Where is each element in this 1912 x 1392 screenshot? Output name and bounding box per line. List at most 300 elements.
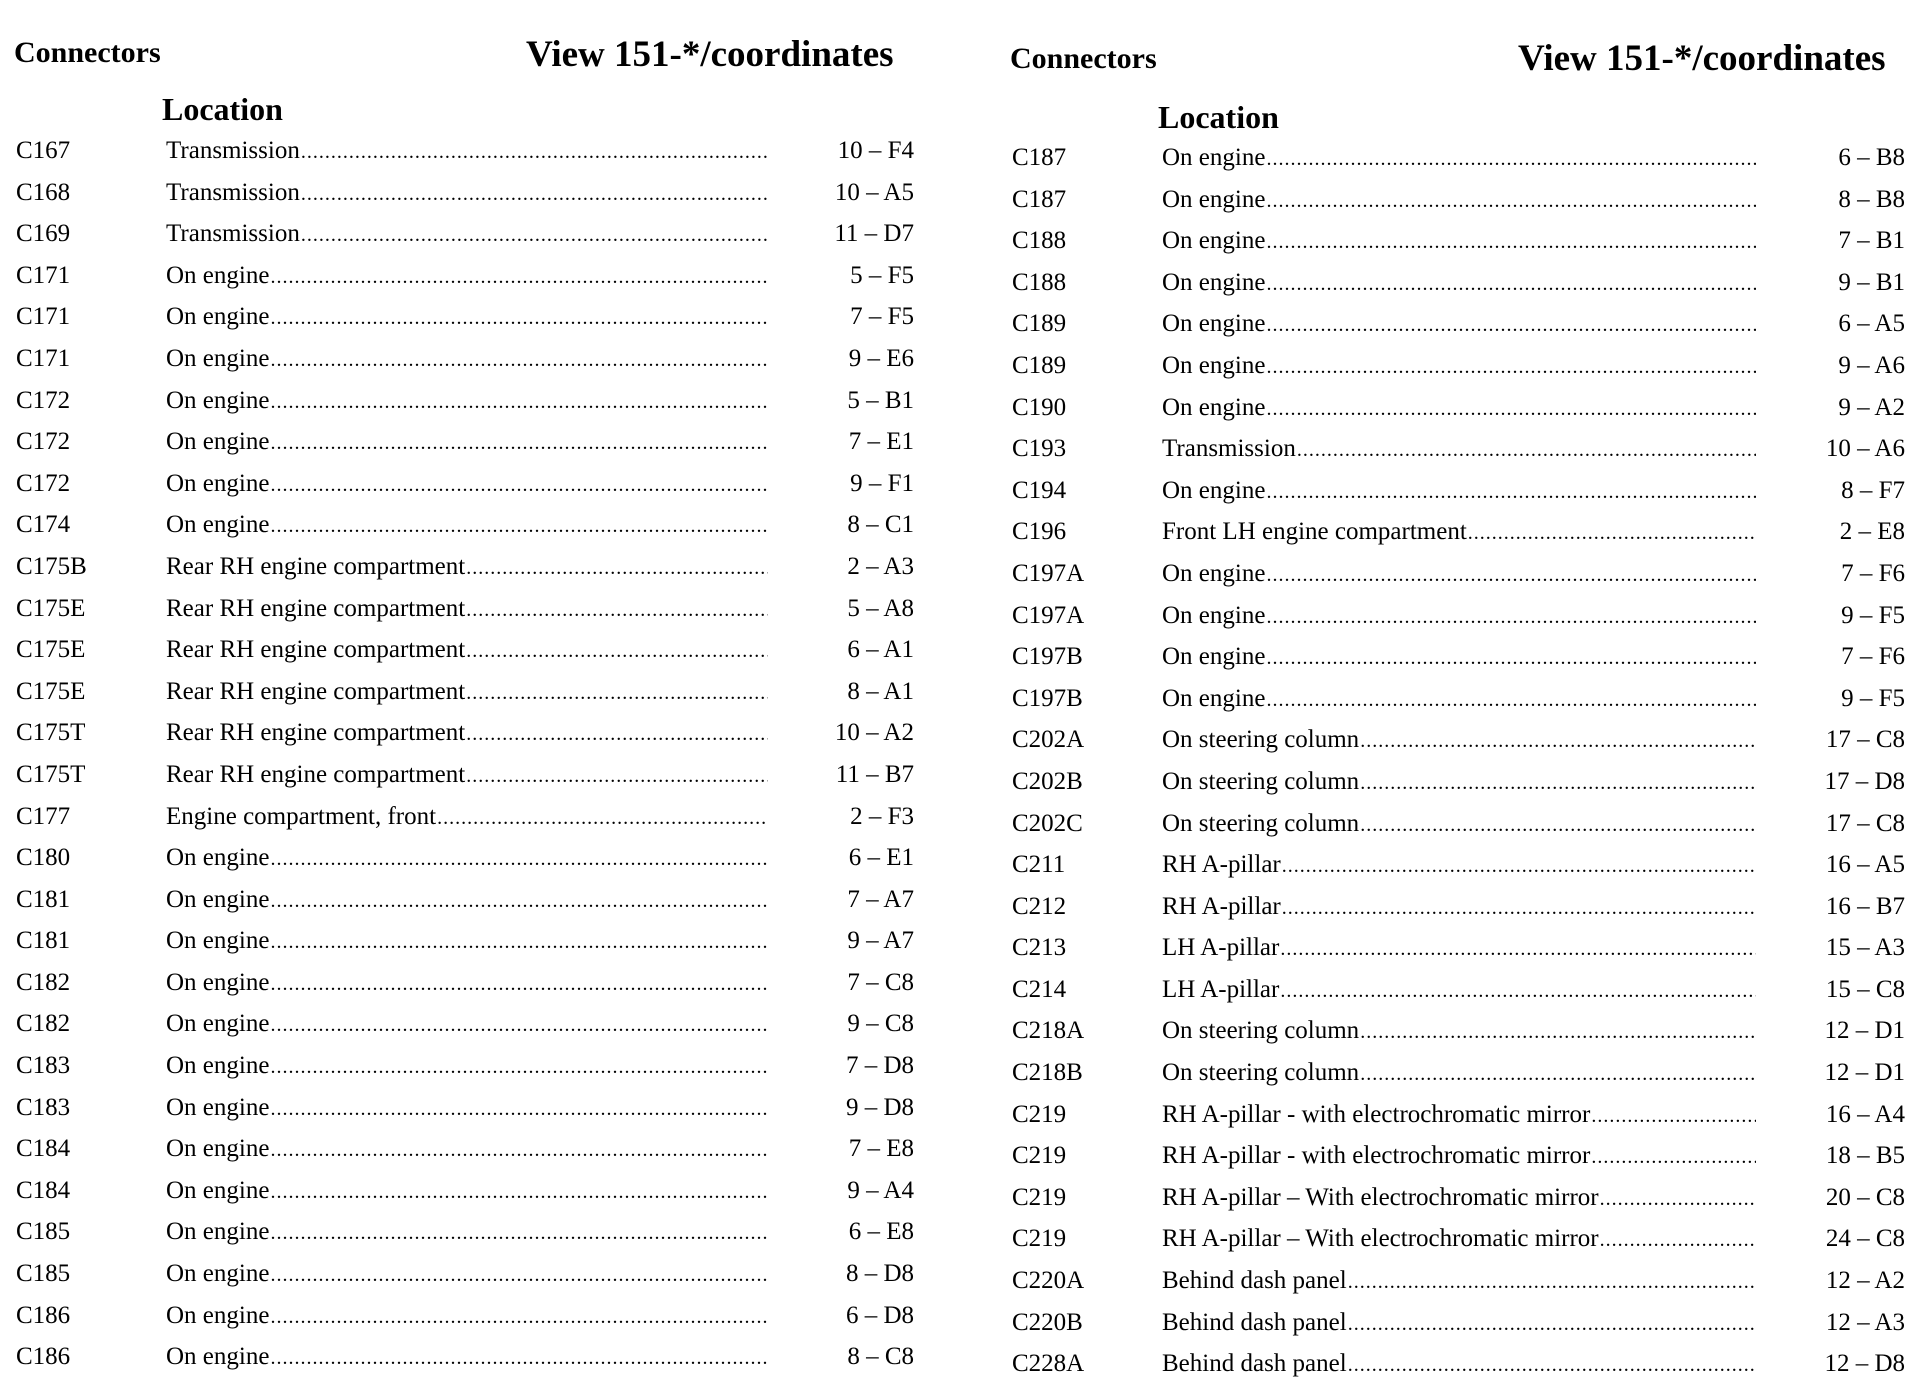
location-text: On steering column xyxy=(1162,1059,1360,1087)
connector-id: C218A xyxy=(1012,1017,1085,1045)
view-coordinate: 9 – F5 xyxy=(1841,601,1905,629)
location-text: On engine xyxy=(1162,268,1266,296)
connector-id: C213 xyxy=(1012,934,1067,962)
location-text: Transmission xyxy=(166,220,300,248)
dot-leader xyxy=(270,257,768,299)
table-row xyxy=(14,1170,914,1212)
location-text: Rear RH engine compartment xyxy=(166,760,466,788)
dot-leader xyxy=(270,423,768,465)
table-row xyxy=(14,380,914,422)
connector-id: C184 xyxy=(16,1176,71,1204)
location-text: On engine xyxy=(166,1052,270,1080)
view-coordinate: 12 – D1 xyxy=(1824,1017,1905,1045)
view-coordinate: 17 – D8 xyxy=(1824,767,1905,795)
right-column xyxy=(1010,0,1905,1392)
location-cell xyxy=(1162,345,1756,389)
location-cell xyxy=(1162,844,1756,888)
view-coordinate: 9 – F5 xyxy=(1841,684,1905,712)
dot-leader xyxy=(1360,1054,1756,1096)
table-row xyxy=(14,130,914,172)
table-row xyxy=(1010,387,1905,429)
location-text: LH A-pillar xyxy=(1162,934,1280,962)
connector-list xyxy=(14,130,914,1378)
dot-leader xyxy=(301,132,768,174)
view-coordinates-heading: View 151-*/coordinates xyxy=(1518,38,1886,79)
connector-id: C202A xyxy=(1012,726,1085,754)
connector-id: C167 xyxy=(16,137,71,164)
connector-id: C212 xyxy=(1012,892,1067,920)
connector-id: C174 xyxy=(16,511,71,539)
table-row xyxy=(1010,636,1905,678)
dot-leader xyxy=(1348,1304,1756,1346)
connector-id: C197B xyxy=(1012,684,1083,712)
location-cell xyxy=(166,920,768,964)
dot-leader xyxy=(270,298,768,340)
dot-leader xyxy=(270,1255,768,1297)
location-text: RH A-pillar xyxy=(1162,892,1281,920)
connector-id: C220B xyxy=(1012,1308,1083,1336)
location-text: On steering column xyxy=(1162,726,1360,754)
table-row xyxy=(14,546,914,588)
dot-leader xyxy=(1266,597,1756,639)
location-text: Behind dash panel xyxy=(1162,1350,1347,1378)
dot-leader xyxy=(301,174,768,216)
dot-leader xyxy=(1266,555,1756,597)
table-row xyxy=(1010,1010,1905,1052)
view-coordinate: 7 – E8 xyxy=(848,1135,914,1163)
table-row xyxy=(1010,844,1905,886)
location-cell xyxy=(1162,719,1756,763)
location-text: On engine xyxy=(166,1010,270,1038)
table-row xyxy=(14,671,914,713)
view-coordinate: 12 – A3 xyxy=(1825,1308,1905,1336)
view-coordinate: 6 – A5 xyxy=(1838,310,1905,338)
connector-id: C186 xyxy=(16,1301,71,1329)
connector-list xyxy=(1010,137,1905,1385)
table-row xyxy=(14,712,914,754)
location-text: On engine xyxy=(1162,476,1266,504)
view-coordinate: 6 – E8 xyxy=(848,1218,914,1246)
dot-leader xyxy=(1266,638,1756,680)
dot-leader xyxy=(1266,181,1756,223)
location-text: RH A-pillar - with electrochromatic mirror xyxy=(1162,1100,1591,1128)
dot-leader xyxy=(1591,1137,1756,1179)
connectors-heading: Connectors xyxy=(1010,42,1157,75)
dot-leader xyxy=(1280,929,1756,971)
table-row xyxy=(1010,1094,1905,1136)
view-coordinate: 2 – E8 xyxy=(1839,518,1905,546)
location-text: Front LH engine compartment xyxy=(1162,518,1467,546)
connector-id: C188 xyxy=(1012,227,1067,255)
location-cell xyxy=(166,213,768,257)
location-text: On engine xyxy=(166,511,270,539)
view-coordinate: 6 – B8 xyxy=(1838,144,1905,171)
location-text: On engine xyxy=(166,1260,270,1288)
view-coordinate: 9 – A6 xyxy=(1838,351,1905,379)
table-row xyxy=(14,172,914,214)
connector-id: C197B xyxy=(1012,643,1083,671)
dot-leader xyxy=(1266,139,1756,181)
view-coordinate: 8 – C8 xyxy=(847,1343,914,1371)
connectors-heading: Connectors xyxy=(14,36,161,69)
table-row xyxy=(1010,1052,1905,1094)
location-text: On engine xyxy=(1162,310,1266,338)
connector-id: C202B xyxy=(1012,767,1083,795)
table-row xyxy=(1010,511,1905,553)
dot-leader xyxy=(270,1130,768,1172)
location-cell xyxy=(1162,803,1756,847)
connector-id: C219 xyxy=(1012,1225,1067,1253)
location-cell xyxy=(1162,927,1756,971)
table-row xyxy=(1010,1260,1905,1302)
view-coordinate: 7 – E1 xyxy=(848,428,914,456)
connector-id: C219 xyxy=(1012,1142,1067,1170)
location-cell xyxy=(166,1336,768,1380)
dot-leader xyxy=(270,1338,768,1380)
location-text: On engine xyxy=(166,303,270,331)
dot-leader xyxy=(270,1047,768,1089)
dot-leader xyxy=(1266,264,1756,306)
location-text: On engine xyxy=(1162,559,1266,587)
view-coordinates-heading: View 151-*/coordinates xyxy=(526,34,894,75)
view-coordinate: 7 – F6 xyxy=(1841,559,1905,587)
connector-id: C218B xyxy=(1012,1059,1083,1087)
location-text: On engine xyxy=(166,428,270,456)
location-text: On engine xyxy=(166,469,270,497)
location-cell xyxy=(166,130,768,174)
connector-id: C189 xyxy=(1012,351,1067,379)
connector-id: C214 xyxy=(1012,975,1067,1003)
connector-id: C194 xyxy=(1012,476,1067,504)
connector-id: C182 xyxy=(16,1010,71,1038)
table-row xyxy=(14,1003,914,1045)
view-coordinate: 9 – B1 xyxy=(1838,268,1905,296)
view-coordinate: 9 – A4 xyxy=(847,1176,914,1204)
table-row xyxy=(14,1128,914,1170)
dot-leader xyxy=(466,756,768,798)
location-text: Rear RH engine compartment xyxy=(166,636,466,664)
table-row xyxy=(14,338,914,380)
location-text: On engine xyxy=(1162,601,1266,629)
view-coordinate: 6 – A1 xyxy=(847,636,914,664)
dot-leader xyxy=(301,215,768,257)
connector-id: C185 xyxy=(16,1218,71,1246)
connector-id: C197A xyxy=(1012,559,1085,587)
view-coordinate: 8 – A1 xyxy=(847,677,914,705)
dot-leader xyxy=(1468,513,1756,555)
location-text: On steering column xyxy=(1162,767,1360,795)
view-coordinate: 8 – D8 xyxy=(845,1260,914,1288)
location-text: On engine xyxy=(1162,144,1266,171)
table-row xyxy=(14,879,914,921)
location-cell xyxy=(166,1253,768,1297)
location-cell xyxy=(166,463,768,507)
dot-leader xyxy=(1282,888,1756,930)
dot-leader xyxy=(270,465,768,507)
dot-leader xyxy=(270,1172,768,1214)
dot-leader xyxy=(1266,389,1756,431)
dot-leader xyxy=(1360,721,1756,763)
location-heading: Location xyxy=(1158,99,1279,135)
table-row xyxy=(14,754,914,796)
connector-id: C183 xyxy=(16,1052,71,1080)
connector-id: C169 xyxy=(16,220,71,248)
location-cell xyxy=(166,1087,768,1131)
location-cell xyxy=(1162,1260,1756,1304)
view-coordinate: 12 – D8 xyxy=(1824,1350,1905,1378)
dot-leader xyxy=(1266,305,1756,347)
location-text: On engine xyxy=(166,1218,270,1246)
left-column xyxy=(14,0,914,1392)
location-cell xyxy=(1162,387,1756,431)
location-text: On engine xyxy=(1162,684,1266,712)
connector-id: C175T xyxy=(16,760,86,788)
connector-id: C219 xyxy=(1012,1100,1067,1128)
dot-leader xyxy=(466,673,768,715)
location-text: On engine xyxy=(166,1135,270,1163)
location-text: On engine xyxy=(166,1093,270,1121)
table-row xyxy=(1010,969,1905,1011)
table-row xyxy=(14,296,914,338)
connector-id: C183 xyxy=(16,1093,71,1121)
dot-leader xyxy=(1360,1012,1756,1054)
location-cell xyxy=(166,504,768,548)
table-row xyxy=(1010,803,1905,845)
connector-id: C175E xyxy=(16,594,86,622)
location-cell xyxy=(166,380,768,424)
connector-id: C219 xyxy=(1012,1183,1067,1211)
dot-leader xyxy=(1600,1220,1756,1262)
connector-id: C184 xyxy=(16,1135,71,1163)
view-coordinate: 5 – A8 xyxy=(847,594,914,622)
dot-leader xyxy=(1297,430,1756,472)
dot-leader xyxy=(1282,846,1756,888)
location-cell xyxy=(1162,303,1756,347)
connector-id: C185 xyxy=(16,1260,71,1288)
table-row xyxy=(14,629,914,671)
location-text: Transmission xyxy=(166,137,300,164)
dot-leader xyxy=(270,964,768,1006)
view-coordinate: 10 – A6 xyxy=(1825,435,1905,463)
location-cell xyxy=(166,1128,768,1172)
dot-leader xyxy=(466,548,768,590)
dot-leader xyxy=(270,922,768,964)
location-text: On engine xyxy=(1162,185,1266,213)
connector-id: C187 xyxy=(1012,185,1067,213)
dot-leader xyxy=(466,631,768,673)
location-text: On engine xyxy=(166,261,270,289)
location-text: RH A-pillar xyxy=(1162,851,1281,879)
location-text: On engine xyxy=(166,386,270,414)
connector-id: C181 xyxy=(16,885,71,913)
location-cell xyxy=(1162,969,1756,1013)
location-cell xyxy=(1162,1218,1756,1262)
table-row xyxy=(14,504,914,546)
connector-id: C171 xyxy=(16,261,71,289)
location-text: Rear RH engine compartment xyxy=(166,552,466,580)
location-text: On engine xyxy=(166,344,270,372)
dot-leader xyxy=(1591,1096,1756,1138)
dot-leader xyxy=(270,506,768,548)
connector-id: C197A xyxy=(1012,601,1085,629)
view-coordinate: 5 – B1 xyxy=(847,386,914,414)
location-text: On engine xyxy=(1162,393,1266,421)
location-cell xyxy=(1162,886,1756,930)
table-row xyxy=(1010,886,1905,928)
connector-id: C181 xyxy=(16,927,71,955)
location-cell xyxy=(166,172,768,216)
location-text: Behind dash panel xyxy=(1162,1308,1347,1336)
location-text: On engine xyxy=(1162,643,1266,671)
table-row xyxy=(1010,1135,1905,1177)
dot-leader xyxy=(1266,680,1756,722)
location-cell xyxy=(166,879,768,923)
table-row xyxy=(1010,761,1905,803)
connector-id: C171 xyxy=(16,344,71,372)
connector-id: C172 xyxy=(16,469,71,497)
table-row xyxy=(14,962,914,1004)
location-cell xyxy=(1162,470,1756,514)
table-row xyxy=(14,796,914,838)
location-cell xyxy=(166,962,768,1006)
connector-id: C188 xyxy=(1012,268,1067,296)
view-coordinate: 7 – B1 xyxy=(1838,227,1905,255)
location-text: RH A-pillar – With electrochromatic mirror xyxy=(1162,1183,1599,1211)
location-cell xyxy=(1162,1302,1756,1346)
connector-id: C171 xyxy=(16,303,71,331)
location-text: RH A-pillar - with electrochromatic mirror xyxy=(1162,1142,1591,1170)
location-text: On engine xyxy=(166,927,270,955)
table-row xyxy=(1010,595,1905,637)
location-cell xyxy=(1162,137,1756,181)
table-row xyxy=(1010,428,1905,470)
table-row xyxy=(14,1295,914,1337)
dot-leader xyxy=(437,798,768,840)
location-cell xyxy=(1162,1343,1756,1387)
connector-id: C175E xyxy=(16,677,86,705)
table-row xyxy=(14,213,914,255)
location-text: On engine xyxy=(166,844,270,872)
location-cell xyxy=(1162,1094,1756,1138)
view-coordinate: 10 – F4 xyxy=(837,137,914,164)
location-cell xyxy=(166,588,768,632)
view-coordinate: 7 – D8 xyxy=(845,1052,914,1080)
location-cell xyxy=(166,296,768,340)
location-cell xyxy=(166,629,768,673)
view-coordinate: 10 – A5 xyxy=(834,178,914,206)
location-cell xyxy=(1162,761,1756,805)
location-text: RH A-pillar – With electrochromatic mirror xyxy=(1162,1225,1599,1253)
location-cell xyxy=(1162,220,1756,264)
connector-id: C220A xyxy=(1012,1267,1085,1295)
location-cell xyxy=(1162,179,1756,223)
view-coordinate: 7 – C8 xyxy=(847,968,914,996)
dot-leader xyxy=(1266,472,1756,514)
location-text: On engine xyxy=(166,968,270,996)
view-coordinate: 11 – B7 xyxy=(835,760,914,788)
dot-leader xyxy=(270,1213,768,1255)
dot-leader xyxy=(1360,805,1756,847)
table-row xyxy=(1010,220,1905,262)
location-cell xyxy=(166,1295,768,1339)
location-text: On engine xyxy=(166,885,270,913)
location-text: On steering column xyxy=(1162,1017,1360,1045)
connector-id: C182 xyxy=(16,968,71,996)
connector-id: C177 xyxy=(16,802,71,830)
dot-leader xyxy=(270,1089,768,1131)
location-text: Rear RH engine compartment xyxy=(166,719,466,747)
table-row xyxy=(1010,719,1905,761)
location-cell xyxy=(1162,1177,1756,1221)
location-cell xyxy=(166,1045,768,1089)
table-row xyxy=(1010,179,1905,221)
view-coordinate: 2 – F3 xyxy=(850,802,914,830)
dot-leader xyxy=(270,382,768,424)
view-coordinate: 6 – E1 xyxy=(848,844,914,872)
view-coordinate: 16 – B7 xyxy=(1825,892,1905,920)
view-coordinate: 16 – A5 xyxy=(1825,851,1905,879)
view-coordinate: 8 – C1 xyxy=(847,511,914,539)
view-coordinate: 20 – C8 xyxy=(1825,1183,1905,1211)
table-row xyxy=(14,255,914,297)
connector-id: C168 xyxy=(16,178,71,206)
dot-leader xyxy=(1600,1179,1756,1221)
location-cell xyxy=(166,837,768,881)
connector-id: C190 xyxy=(1012,393,1067,421)
location-text: Rear RH engine compartment xyxy=(166,594,466,622)
view-coordinate: 8 – F7 xyxy=(1841,476,1905,504)
dot-leader xyxy=(1266,347,1756,389)
table-row xyxy=(1010,470,1905,512)
view-coordinate: 15 – A3 xyxy=(1825,934,1905,962)
table-row xyxy=(14,1336,914,1378)
dot-leader xyxy=(1348,1262,1756,1304)
dot-leader xyxy=(466,714,768,756)
location-text: Engine compartment, front xyxy=(166,802,437,830)
view-coordinate: 7 – F6 xyxy=(1841,643,1905,671)
table-row xyxy=(14,463,914,505)
view-coordinate: 6 – D8 xyxy=(845,1301,914,1329)
table-row xyxy=(1010,1302,1905,1344)
table-row xyxy=(1010,1343,1905,1385)
location-cell xyxy=(1162,262,1756,306)
view-coordinate: 7 – A7 xyxy=(847,885,914,913)
location-cell xyxy=(166,754,768,798)
location-heading: Location xyxy=(162,91,283,127)
location-cell xyxy=(166,421,768,465)
dot-leader xyxy=(466,590,768,632)
location-text: Transmission xyxy=(166,178,300,206)
location-text: On engine xyxy=(166,1343,270,1371)
table-row xyxy=(1010,553,1905,595)
location-text: On steering column xyxy=(1162,809,1360,837)
location-cell xyxy=(1162,428,1756,472)
location-cell xyxy=(1162,595,1756,639)
location-text: On engine xyxy=(166,1301,270,1329)
table-row xyxy=(1010,262,1905,304)
table-row xyxy=(14,920,914,962)
connector-id: C211 xyxy=(1012,851,1066,879)
location-cell xyxy=(1162,1052,1756,1096)
location-cell xyxy=(1162,1135,1756,1179)
table-row xyxy=(14,1253,914,1295)
table-row xyxy=(14,1211,914,1253)
view-coordinate: 12 – D1 xyxy=(1824,1059,1905,1087)
connector-id: C172 xyxy=(16,428,71,456)
dot-leader xyxy=(1360,763,1756,805)
location-cell xyxy=(166,1170,768,1214)
connector-id: C189 xyxy=(1012,310,1067,338)
